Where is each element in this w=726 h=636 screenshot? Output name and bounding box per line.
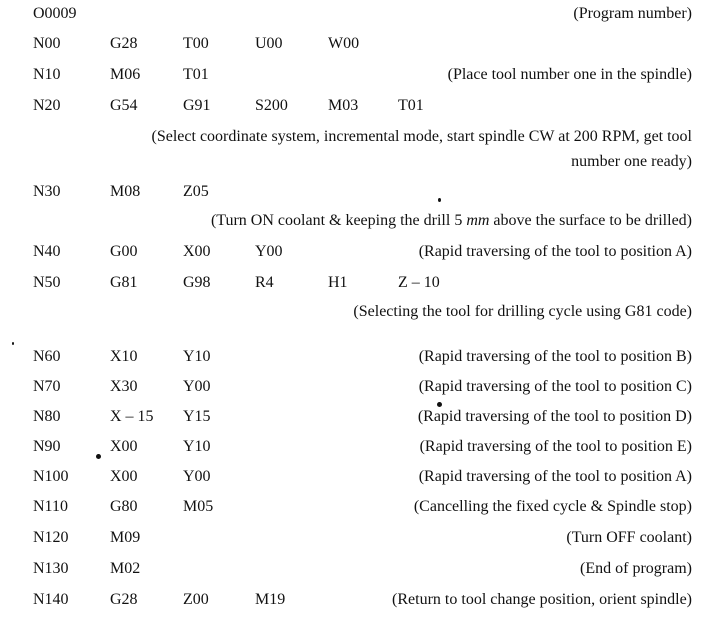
block-word: Y00 — [183, 468, 211, 485]
block-word: Y15 — [183, 408, 211, 425]
block-word: N20 — [33, 97, 61, 114]
block-word: X10 — [110, 348, 138, 365]
block-word: N60 — [33, 348, 61, 365]
block-word: T01 — [398, 97, 424, 114]
block-n10 — [0, 64, 726, 86]
block-n40 — [0, 241, 726, 263]
block-word: Y10 — [183, 438, 211, 455]
block-word: Z – 10 — [398, 274, 440, 291]
block-comment: (Place tool number one in the spindle) — [447, 66, 692, 83]
block-n20-comment-line2 — [0, 151, 726, 173]
block-word: M08 — [110, 183, 141, 200]
block-word: T00 — [183, 35, 209, 52]
block-word: G00 — [110, 243, 138, 260]
block-n50 — [0, 272, 726, 294]
block-word: H1 — [328, 274, 348, 291]
block-comment: (Rapid traversing of the tool to position A) — [418, 243, 692, 260]
block-n20 — [0, 95, 726, 117]
block-word: X00 — [110, 468, 138, 485]
block-n100 — [0, 466, 726, 488]
block-word: W00 — [328, 35, 360, 52]
block-comment: (Rapid traversing of the tool to position E) — [419, 438, 692, 455]
block-word: N110 — [33, 498, 68, 515]
block-word: N120 — [33, 529, 69, 546]
block-n30-comment — [0, 210, 726, 232]
scan-speck — [438, 198, 441, 202]
block-n110 — [0, 496, 726, 518]
block-word: G91 — [183, 97, 211, 114]
block-n50-comment — [0, 301, 726, 323]
block-n00 — [0, 33, 726, 55]
block-n70 — [0, 376, 726, 398]
block-comment: (Rapid traversing of the tool to position B) — [418, 348, 692, 365]
block-word: X00 — [110, 438, 138, 455]
scan-speck — [437, 402, 442, 407]
block-word: G28 — [110, 35, 138, 52]
scan-speck — [12, 342, 14, 345]
block-word: M09 — [110, 529, 141, 546]
block-n60 — [0, 346, 726, 368]
block-word: Y00 — [255, 243, 283, 260]
block-word: Y10 — [183, 348, 211, 365]
block-word: G28 — [110, 591, 138, 608]
block-n80 — [0, 406, 726, 428]
block-word: M19 — [255, 591, 286, 608]
block-word: Z00 — [183, 591, 209, 608]
block-word: R4 — [255, 274, 274, 291]
block-word: X00 — [183, 243, 211, 260]
block-word: N70 — [33, 378, 61, 395]
block-word: X30 — [110, 378, 138, 395]
block-comment: (End of program) — [580, 560, 692, 577]
block-word: N00 — [33, 35, 61, 52]
block-comment: (Rapid traversing of the tool to position D) — [417, 408, 692, 425]
program-header-line — [0, 3, 726, 25]
block-word: N90 — [33, 438, 61, 455]
scan-speck — [96, 454, 101, 459]
block-comment: (Cancelling the fixed cycle & Spindle stop) — [413, 498, 692, 515]
block-comment: (Return to tool change position, orient spindle) — [392, 591, 692, 608]
block-word: M03 — [328, 97, 359, 114]
block-comment: (Turn OFF coolant) — [566, 529, 692, 546]
block-comment: (Selecting the tool for drilling cycle using G81 code) — [353, 303, 692, 320]
block-word: N40 — [33, 243, 61, 260]
program-header-comment: (Program number) — [573, 5, 692, 22]
block-n30 — [0, 181, 726, 203]
block-word: M06 — [110, 66, 141, 83]
block-word: N80 — [33, 408, 61, 425]
block-word: G98 — [183, 274, 211, 291]
block-word: Z05 — [183, 183, 209, 200]
block-comment: (Turn ON coolant & keeping the drill 5 mm above the surface to be drilled) — [210, 212, 692, 229]
block-word: N50 — [33, 274, 61, 291]
block-comment: number one ready) — [571, 153, 692, 170]
block-word: N100 — [33, 468, 69, 485]
block-n120 — [0, 527, 726, 549]
block-word: M02 — [110, 560, 141, 577]
block-word: S200 — [255, 97, 288, 114]
block-word: N130 — [33, 560, 69, 577]
block-n90 — [0, 436, 726, 458]
block-comment: (Rapid traversing of the tool to position C) — [418, 378, 692, 395]
block-word: G54 — [110, 97, 138, 114]
block-word: G81 — [110, 274, 138, 291]
block-comment: (Select coordinate system, incremental mode, start spindle CW at 200 RPM, get tool — [151, 128, 692, 145]
block-n130 — [0, 558, 726, 580]
block-comment: (Rapid traversing of the tool to position A) — [418, 468, 692, 485]
block-word: N10 — [33, 66, 61, 83]
block-n20-comment-line1 — [0, 126, 726, 148]
block-n140 — [0, 589, 726, 611]
block-word: Y00 — [183, 378, 211, 395]
block-word: U00 — [255, 35, 283, 52]
program-number: O0009 — [33, 5, 77, 22]
block-word: N30 — [33, 183, 61, 200]
block-word: M05 — [183, 498, 214, 515]
block-word: T01 — [183, 66, 209, 83]
block-word: X – 15 — [110, 408, 154, 425]
block-word: N140 — [33, 591, 69, 608]
block-word: G80 — [110, 498, 138, 515]
